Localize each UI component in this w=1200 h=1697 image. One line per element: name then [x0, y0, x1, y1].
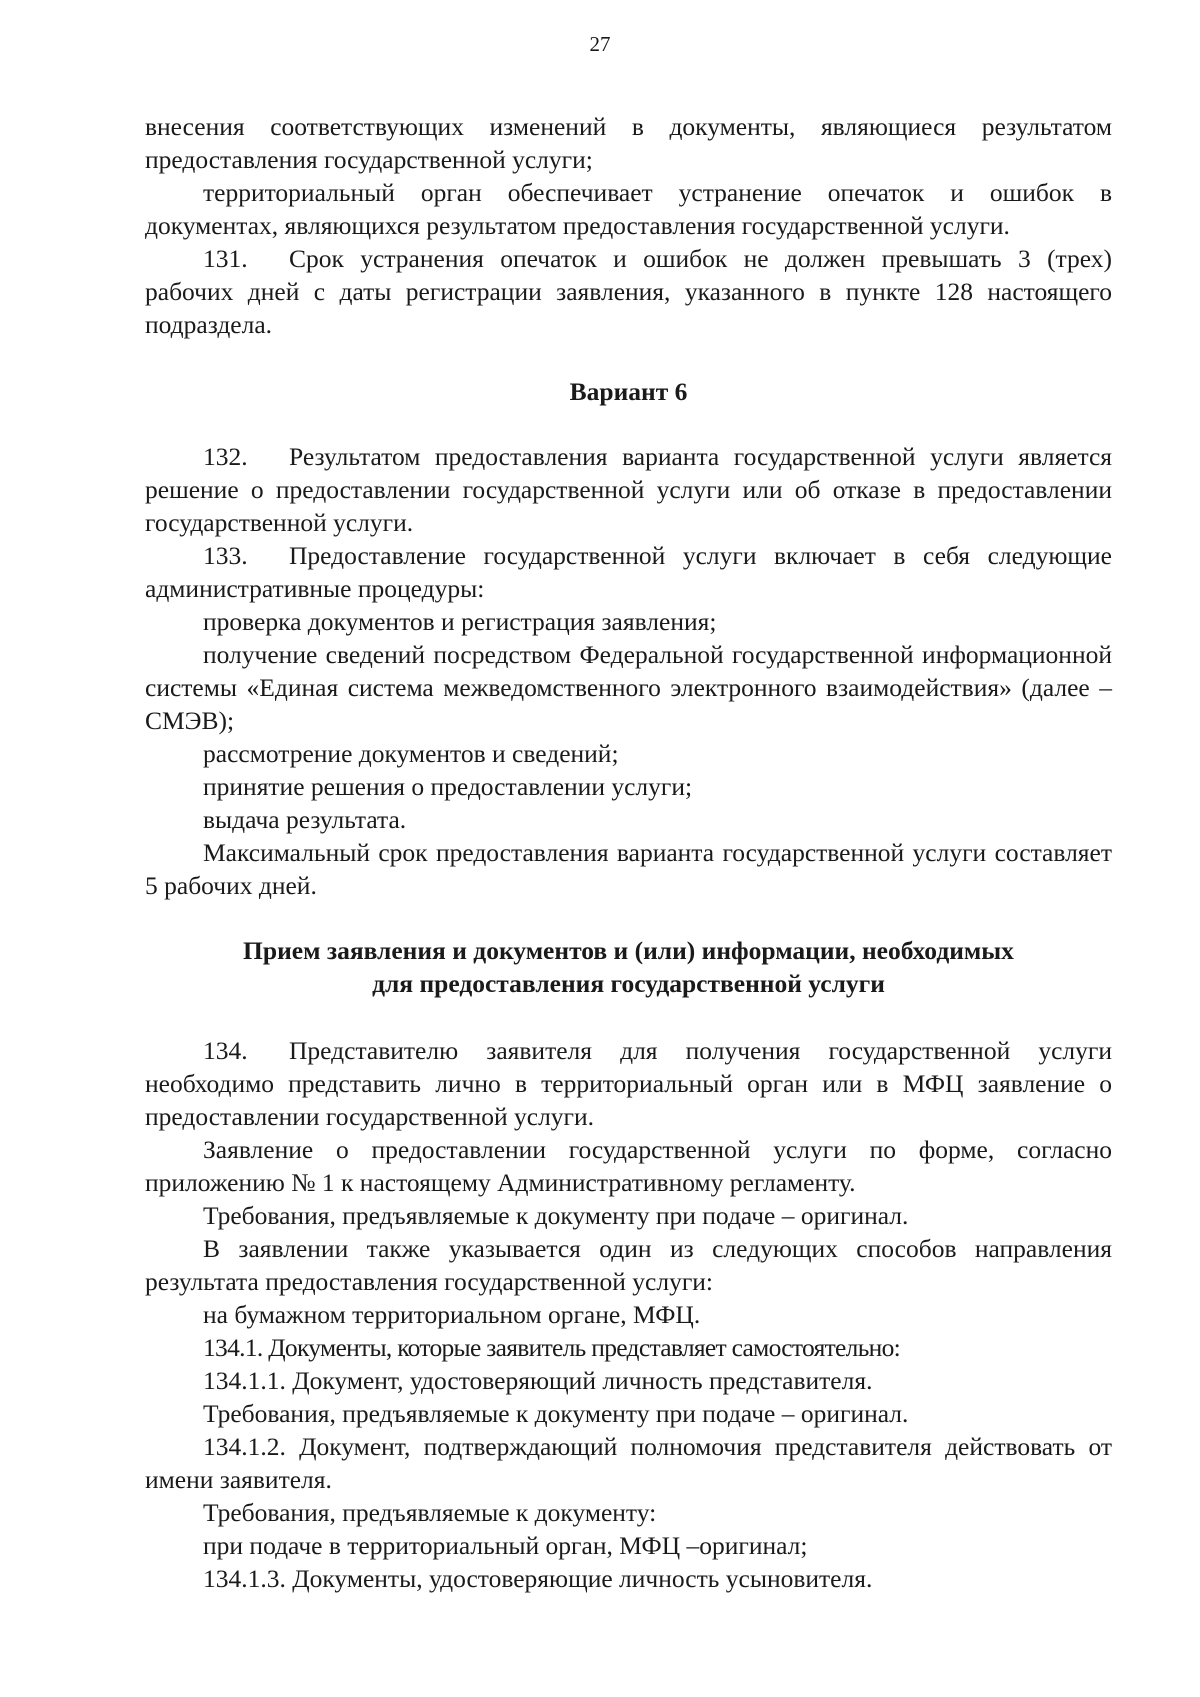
paragraph-number: 131.: [203, 244, 248, 273]
numbered-paragraph-134: [145, 1034, 1112, 1133]
document-body: [145, 110, 1112, 1595]
paragraph: В заявлении также указывается один из следующих способов направления результата предоставления государственной услуги:: [145, 1234, 1112, 1296]
paragraph: на бумажном территориальном органе, МФЦ.: [203, 1300, 701, 1329]
numbered-paragraph-131: [145, 242, 1112, 341]
paragraph: Требования, предъявляемые к документу при подаче – оригинал.: [203, 1399, 909, 1428]
paragraph: территориальный орган обеспечивает устранение опечаток и ошибок в документах, являющихся результатом предоставления государственной услуги.: [145, 178, 1112, 240]
list-item: принятие решения о предоставлении услуги;: [203, 772, 693, 801]
paragraph: 134.1.2. Документ, подтверждающий полномочия представителя действовать от имени заявителя.: [145, 1432, 1112, 1494]
paragraph: 134.1.3. Документы, удостоверяющие личность усыновителя.: [203, 1564, 873, 1593]
numbered-paragraph-133: [145, 539, 1112, 605]
paragraph: при подаче в территориальный орган, МФЦ –оригинал;: [203, 1531, 808, 1560]
numbered-paragraph-132: [145, 440, 1112, 539]
section-heading-line: для предоставления государственной услуги: [372, 969, 885, 998]
paragraph: 134.1.1. Документ, удостоверяющий личность представителя.: [203, 1366, 873, 1395]
list-item: проверка документов и регистрация заявления;: [203, 607, 717, 636]
paragraph-text: Представителю заявителя для получения государственной услуги необходимо представить лично в территориальный орган или в МФЦ заявление о предоставлении государственной услуги.: [145, 1036, 1112, 1131]
paragraph-number: 132.: [203, 442, 248, 471]
paragraph: Требования, предъявляемые к документу:: [203, 1498, 657, 1527]
page-number: 27: [589, 32, 611, 56]
list-item: получение сведений посредством Федеральной государственной информационной системы «Единая система межведомственного электронного взаимодействия» (далее – СМЭВ);: [145, 640, 1112, 735]
paragraph-text: Результатом предоставления варианта государственной услуги является решение о предоставлении государственной услуги или об отказе в предоставлении государственной услуги.: [145, 442, 1112, 537]
section-heading-line: Прием заявления и документов и (или) информации, необходимых: [243, 936, 1014, 965]
paragraph-text: Предоставление государственной услуги включает в себя следующие административные процедуры:: [145, 541, 1112, 603]
list-item: рассмотрение документов и сведений;: [203, 739, 619, 768]
section-heading: [145, 934, 1112, 1000]
paragraph: Требования, предъявляемые к документу при подаче – оригинал.: [203, 1201, 909, 1230]
variant-heading: Вариант 6: [569, 377, 688, 406]
paragraph-number: 133.: [203, 541, 248, 570]
paragraph: Максимальный срок предоставления варианта государственной услуги составляет 5 рабочих дней.: [145, 838, 1112, 900]
paragraph: Заявление о предоставлении государственной услуги по форме, согласно приложению № 1 к настоящему Административному регламенту.: [145, 1135, 1112, 1197]
paragraph-number: 134.: [203, 1036, 248, 1065]
paragraph: 134.1. Документы, которые заявитель представляет самостоятельно:: [203, 1333, 901, 1362]
paragraph-text: Срок устранения опечаток и ошибок не должен превышать 3 (трех) рабочих дней с даты регистрации заявления, указанного в пункте 128 настоящего подраздела.: [145, 244, 1112, 339]
paragraph: внесения соответствующих изменений в документы, являющиеся результатом предоставления государственной услуги;: [145, 112, 1112, 174]
list-item: выдача результата.: [203, 805, 407, 834]
